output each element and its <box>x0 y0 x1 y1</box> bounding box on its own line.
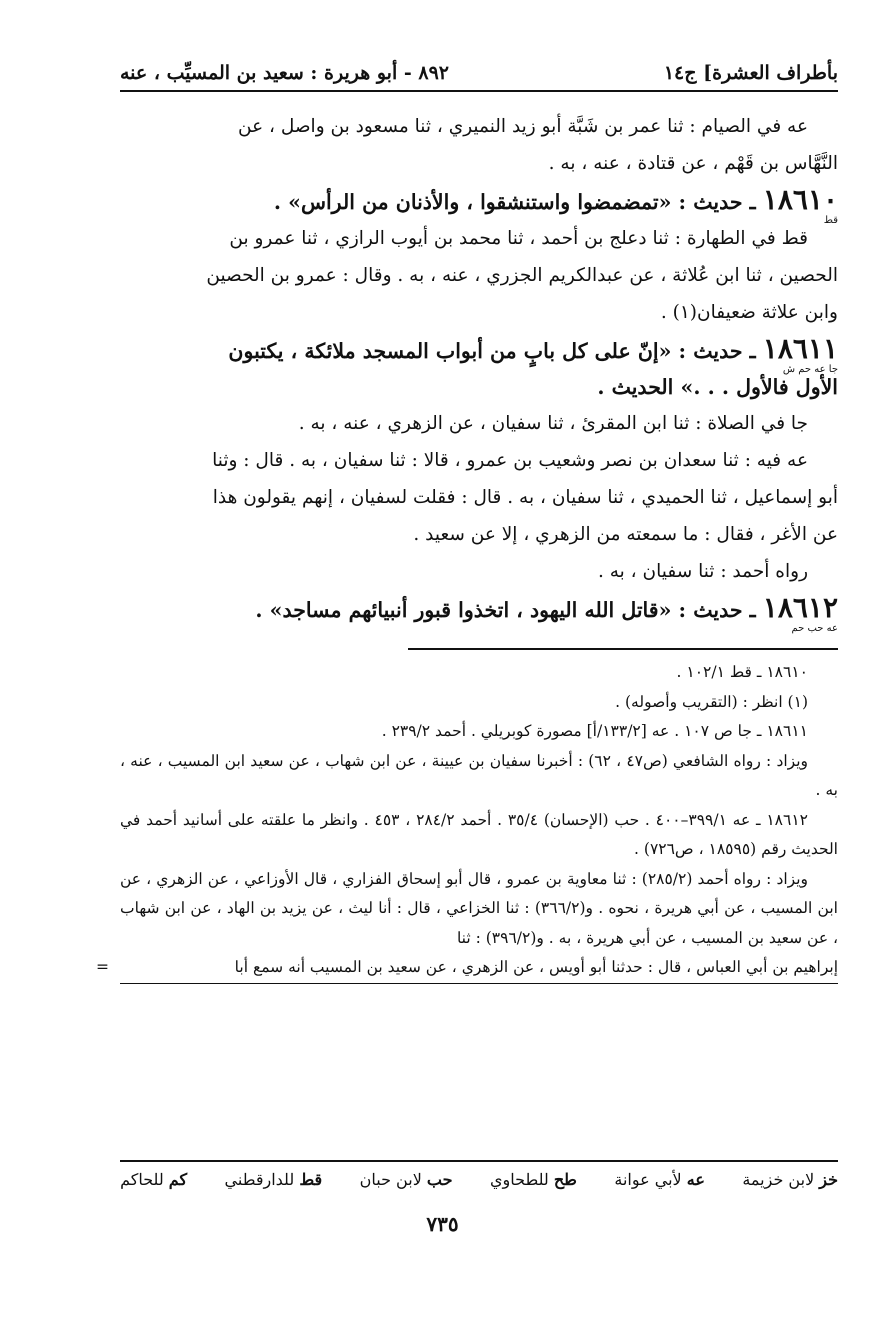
abbreviation-key <box>120 1160 838 1189</box>
hadith-heading-18610 <box>120 182 838 226</box>
text-line: رواه أحمد : ثنا سفيان ، به . <box>597 561 808 582</box>
running-title: بأطراف العشرة] ج١٤ <box>663 62 838 84</box>
main-text <box>120 108 838 634</box>
abbr-item: عه لأبي عوانة <box>614 1170 705 1189</box>
footnote: ١٨٦١١ ـ جا ص ١٠٧ . عه [١٣٣/٢/أ] مصورة كوبريلي . أحمد ٢٣٩/٢ . <box>381 722 808 740</box>
text-line: جا في الصلاة : ثنا ابن المقرئ ، ثنا سفيان ، عن الزهري ، عنه ، به . <box>298 413 808 434</box>
hadith-text: ـ حديث : «قاتل الله اليهود ، اتخذوا قبور أنبيائهم مساجد» . <box>255 598 756 622</box>
footnotes <box>96 658 838 984</box>
footnote: ١٨٦١٠ ـ قط ١٠٢/١ . <box>676 663 808 681</box>
source-sigla: جا عه حم ش <box>782 364 838 375</box>
hadith-text: ـ حديث : «إنّ على كل بابٍ من أبواب المسجد ملائكة ، يكتبون <box>228 339 756 363</box>
text-line: وابن علاثة ضعيفان(١) . <box>660 302 838 323</box>
abbr-item: قط للدارقطني <box>224 1170 323 1189</box>
page-header <box>120 48 838 92</box>
hadith-number: ١٨٦١٠ قط <box>762 183 838 226</box>
text-line: النَّهَّاس بن قَهْم ، عن قتادة ، عنه ، به . <box>548 153 838 174</box>
source-sigla: قط <box>823 215 838 226</box>
abbr-item: خز لابن خزيمة <box>742 1170 838 1189</box>
footnote-separator <box>408 648 838 650</box>
footnote-continued: إبراهيم بن أبي العباس ، قال : حدثنا أبو أويس ، عن الزهري ، عن سعيد بن المسيب أنه سمع أبا = <box>120 953 838 984</box>
footnote: ويزاد : رواه الشافعي (ص٤٧ ، ٦٢) : أخبرنا سفيان بن عيينة ، عن ابن شهاب ، عن سعيد ابن المسيب ، عنه ، به . <box>120 751 838 799</box>
footnote: ١٨٦١٢ ـ عه ٣٩٩/١–٤٠٠ . حب (الإحسان) ٣٥/٤ . أحمد ٢٨٤/٢ ، ٤٥٣ . وانظر ما علقته على أسانيد أحمد في الحديث رقم (١٨٥٩٥ ، ص٧٢٦) . <box>120 810 838 858</box>
hadith-heading-18612 <box>120 590 838 634</box>
hadith-number: ١٨٦١١ جا عه حم ش <box>762 332 838 375</box>
footnote: (١) انظر : (التقريب وأصوله) . <box>615 692 808 711</box>
text-line: عن الأغر ، فقال : ما سمعته من الزهري ، إلا عن سعيد . <box>413 524 838 545</box>
abbr-item: حب لابن حبان <box>359 1170 453 1189</box>
continuation-mark: = <box>96 958 109 976</box>
hadith-text-cont: الأول فالأول . . .» الحديث . <box>597 375 838 399</box>
text-line: قط في الطهارة : ثنا دعلج بن أحمد ، ثنا محمد بن أيوب الرازي ، ثنا عمرو بن <box>229 228 808 249</box>
hadith-text: ـ حديث : «تمضمضوا واستنشقوا ، والأذنان من الرأس» . <box>273 190 756 214</box>
text-line: عه في الصيام : ثنا عمر بن شَبَّة أبو زيد النميري ، ثنا مسعود بن واصل ، عن <box>237 116 808 137</box>
footnote: ويزاد : رواه أحمد (٢٨٥/٢) : ثنا معاوية بن عمرو ، قال أبو إسحاق الفزاري ، قال الأوزاعي ، عن الزهري ، عن ابن المسيب ، عن أبي هريرة ، نحوه . و(٣٦٦/٢) : ثنا الخزاعي ، قال : أنا ليث ، عن يزيد بن الهاد ، عن ابن شهاب ، عن سعيد بن المسيب ، عن أبي هريرة ، به . و(٣٩٦/٢) : ثنا <box>120 869 838 947</box>
hadith-heading-18611 <box>120 331 838 375</box>
hadith-number: ١٨٦١٢ عه حب حم <box>762 591 838 634</box>
text-line: أبو إسماعيل ، ثنا الحميدي ، ثنا سفيان ، به . قال : فقلت لسفيان ، إنهم يقولون هذا <box>212 487 838 508</box>
abbr-item: كم للحاكم <box>120 1170 188 1189</box>
abbr-item: طح للطحاوي <box>489 1170 577 1189</box>
running-subtitle: ٨٩٢ - أبو هريرة : سعيد بن المسيِّب ، عنه <box>120 62 449 84</box>
page-number: ٧٣٥ <box>426 1212 459 1236</box>
text-line: الحصين ، ثنا ابن عُلاثة ، عن عبدالكريم الجزري ، عنه ، به . وقال : عمرو بن الحصين <box>206 265 838 286</box>
source-sigla: عه حب حم <box>791 623 838 634</box>
page <box>96 48 838 984</box>
text-line: عه فيه : ثنا سعدان بن نصر وشعيب بن عمرو ، قالا : ثنا سفيان ، به . قال : وثنا <box>212 450 808 471</box>
